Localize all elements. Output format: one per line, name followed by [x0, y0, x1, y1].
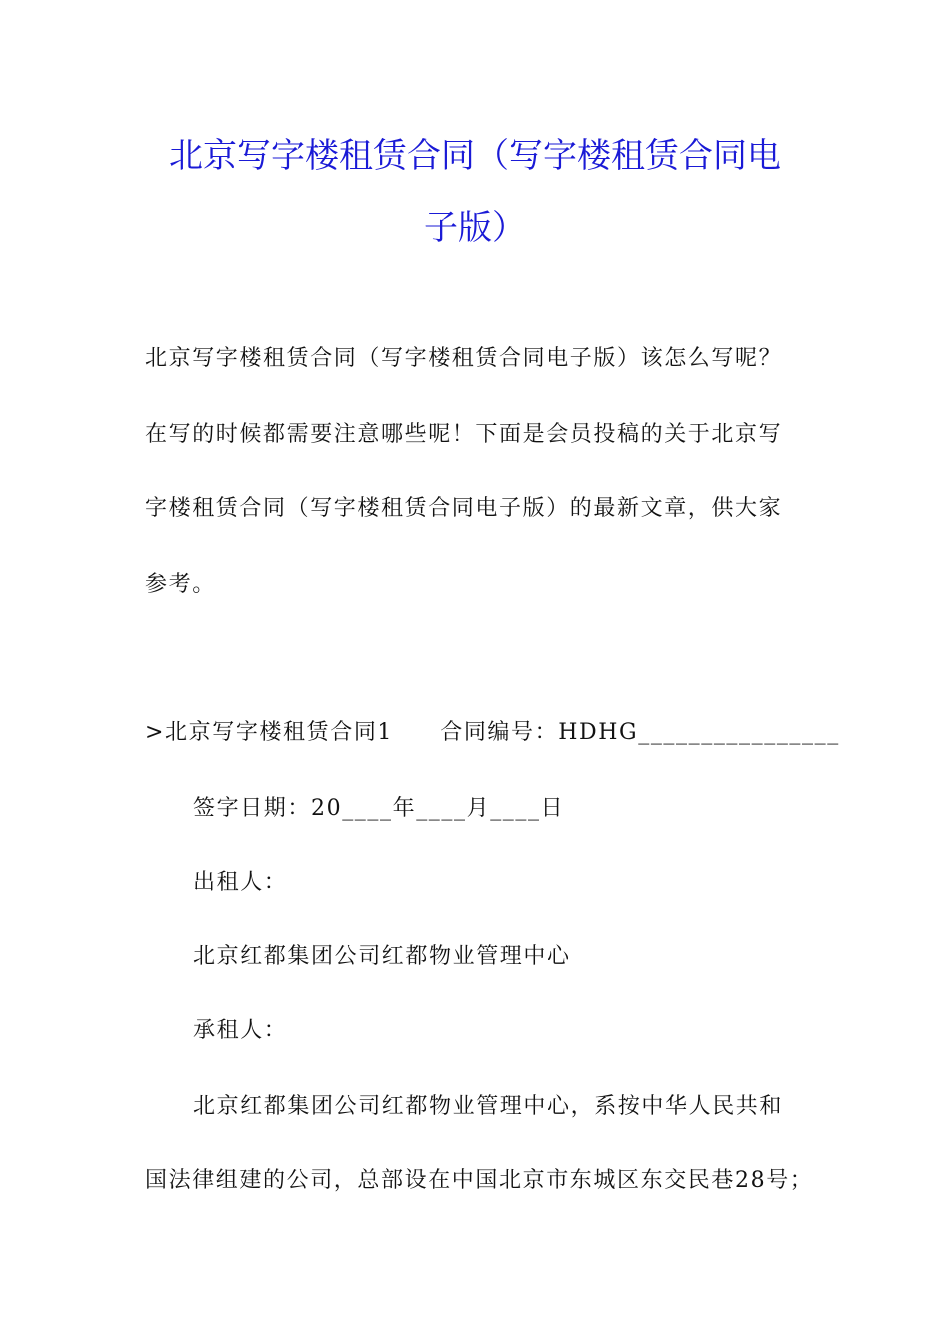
lessee-label: 承租人：: [193, 1018, 288, 1043]
contract-body-line-1: 北京红都集团公司红都物业管理中心，系按中华人民共和: [193, 1094, 784, 1119]
intro-line-3: 字楼租赁合同（写字楼租赁合同电子版）的最新文章，供大家: [145, 496, 783, 521]
intro-line-1: 北京写字楼租赁合同（写字楼租赁合同电子版）该怎么写呢？: [145, 346, 783, 371]
contract-heading: >北京写字楼租赁合同1 合同编号：HDHG________________: [145, 720, 840, 745]
sign-date: 签字日期：20____年____月____日: [193, 796, 565, 821]
lessor-name: 北京红都集团公司红都物业管理中心: [193, 944, 571, 969]
document-title-line-1: 北京写字楼租赁合同（写字楼租赁合同电: [169, 136, 781, 176]
document-title-line-2: 子版）: [424, 208, 526, 248]
lessor-label: 出租人：: [193, 870, 288, 895]
intro-line-2: 在写的时候都需要注意哪些呢！下面是会员投稿的关于北京写: [145, 422, 783, 447]
intro-line-4: 参考。: [145, 572, 216, 597]
contract-body-line-2: 国法律组建的公司，总部设在中国北京市东城区东交民巷28号；: [145, 1168, 814, 1193]
